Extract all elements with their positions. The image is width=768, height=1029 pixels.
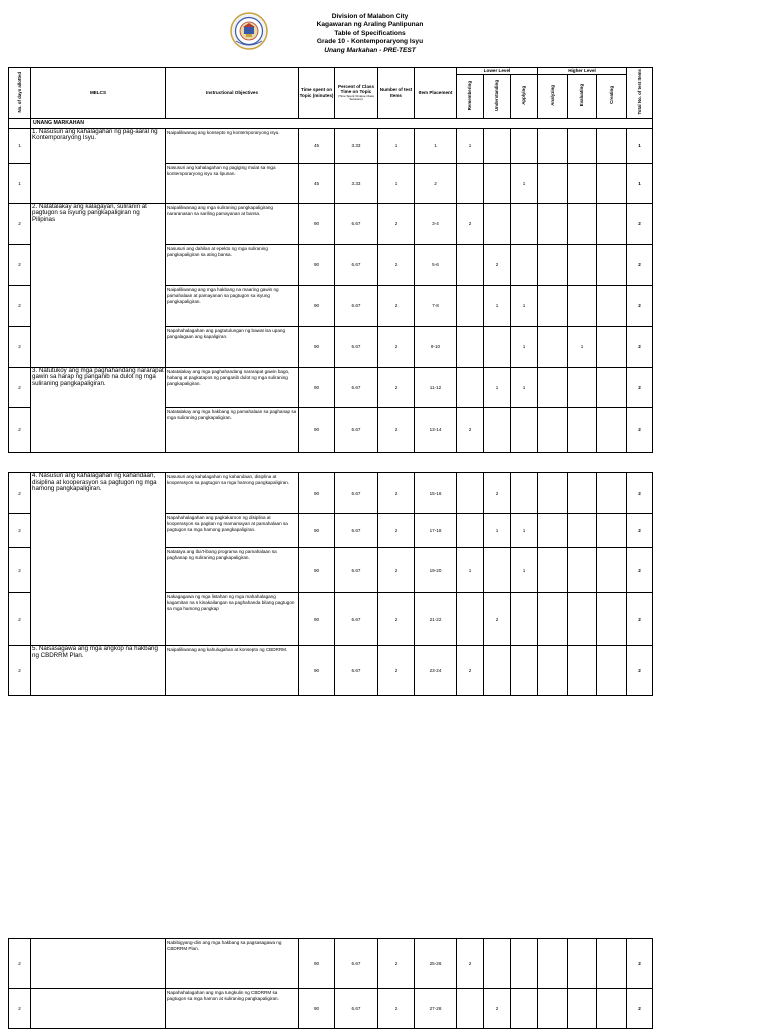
- percent-cell: 6.67: [335, 244, 378, 285]
- percent-cell: 6.67: [335, 203, 378, 244]
- remembering-cell: [457, 367, 484, 407]
- analyzing-cell: [538, 407, 568, 452]
- objective-cell: Nasusuri ang kahalagahan ng pagiging mulat sa mga kontemporaryong isyu sa lipunan.: [166, 163, 299, 203]
- analyzing-cell: [538, 128, 568, 163]
- time-cell: 90: [299, 646, 335, 696]
- placement-cell: 5-6: [415, 244, 457, 285]
- analyzing-cell: [538, 367, 568, 407]
- analyzing-cell: [538, 203, 568, 244]
- time-cell: 90: [299, 203, 335, 244]
- melc-cell: 1. Nasusuri ang kahalagahan ng pag-aaral ng Kontemporaryong Isyu.: [31, 128, 166, 203]
- total-cell: 2: [627, 244, 653, 285]
- placement-cell: 15-16: [415, 473, 457, 514]
- remembering-cell: 1: [457, 128, 484, 163]
- objective-cell: Natatalakay ang mga hakbang ng pamahalaan sa paghanap sa mga suliraning pangkapaligiran.: [166, 407, 299, 452]
- document-header: [230, 12, 630, 60]
- days-cell: 1: [9, 128, 31, 163]
- col-analyzing: Analyzing: [538, 74, 568, 118]
- remembering-cell: [457, 163, 484, 203]
- col-applying: Applying: [511, 74, 538, 118]
- applying-cell: 1: [511, 548, 538, 593]
- creating-cell: [597, 128, 627, 163]
- evaluating-cell: [568, 548, 597, 593]
- specification-table-3: [8, 938, 653, 1029]
- understanding-cell: [484, 548, 511, 593]
- evaluating-cell: [568, 473, 597, 514]
- melc-cell: 5. Naisasagawa ang mga angkop na hakbang ng CBDRRM Plan.: [31, 646, 166, 696]
- document-title: Table of Specifications: [334, 29, 406, 37]
- applying-cell: [511, 203, 538, 244]
- placement-cell: 17-18: [415, 514, 457, 548]
- evaluating-cell: 1: [568, 326, 597, 367]
- objective-cell: Naipaliliwanag ang konsepto ng kontemporaryong isyu.: [166, 128, 299, 163]
- time-cell: 90: [299, 593, 335, 646]
- creating-cell: [597, 593, 627, 646]
- objective-cell: Napahahalagahan ang pagkakaroon ng disiplina at kooperasyon sa pagitan ng mamamayan at pamahalaan sa pagtugon sa mga hamong pangkapaligiran.: [166, 514, 299, 548]
- percent-cell: 6.67: [335, 326, 378, 367]
- num-items-cell: 2: [378, 548, 415, 593]
- time-cell: 45: [299, 128, 335, 163]
- remembering-cell: [457, 244, 484, 285]
- analyzing-cell: [538, 473, 568, 514]
- days-cell: 2: [9, 548, 31, 593]
- total-cell: 2: [627, 939, 653, 989]
- total-cell: 2: [627, 367, 653, 407]
- understanding-cell: 2: [484, 593, 511, 646]
- objective-cell: Natataya ang iba't-ibang programa ng pamahalaan sa paghanap ng suliraning pangkapaligiran.: [166, 548, 299, 593]
- time-cell: 90: [299, 367, 335, 407]
- days-cell: 2: [9, 367, 31, 407]
- evaluating-cell: [568, 407, 597, 452]
- days-cell: 2: [9, 646, 31, 696]
- table-row: [9, 128, 653, 163]
- understanding-cell: 2: [484, 244, 511, 285]
- melc-cell: 2. Natatalakay ang kalagayan, suliranin at pagtugon sa isyung pangkapaligiran ng Pilipinas: [31, 203, 166, 367]
- lower-level-header: Lower Level: [457, 68, 538, 75]
- creating-cell: [597, 939, 627, 989]
- understanding-cell: [484, 646, 511, 696]
- col-num-items: Number of test Items: [378, 68, 415, 119]
- remembering-cell: [457, 989, 484, 1029]
- analyzing-cell: [538, 646, 568, 696]
- num-items-cell: 2: [378, 593, 415, 646]
- creating-cell: [597, 548, 627, 593]
- total-cell: 1: [627, 128, 653, 163]
- remembering-cell: 1: [457, 548, 484, 593]
- placement-cell: 2: [415, 163, 457, 203]
- understanding-cell: [484, 939, 511, 989]
- objective-cell: Nabibigyang-diin ang mga hakbang sa pagsasagawa ng CBDRRM Plan.: [166, 939, 299, 989]
- num-items-cell: 1: [378, 128, 415, 163]
- placement-cell: 23-24: [415, 646, 457, 696]
- evaluating-cell: [568, 989, 597, 1029]
- time-cell: 90: [299, 285, 335, 326]
- num-items-cell: 2: [378, 285, 415, 326]
- time-cell: 90: [299, 407, 335, 452]
- num-items-cell: 2: [378, 244, 415, 285]
- applying-cell: 1: [511, 285, 538, 326]
- objective-cell: Naipaliliwanag ang kahulugahan at konsepto ng CBDRRM.: [166, 646, 299, 696]
- days-cell: 1: [9, 163, 31, 203]
- analyzing-cell: [538, 548, 568, 593]
- applying-cell: [511, 128, 538, 163]
- placement-cell: 27-28: [415, 989, 457, 1029]
- evaluating-cell: [568, 244, 597, 285]
- total-cell: 2: [627, 514, 653, 548]
- days-cell: 2: [9, 989, 31, 1029]
- col-days: No. of days allotted: [9, 68, 31, 119]
- percent-cell: 6.67: [335, 473, 378, 514]
- num-items-cell: 2: [378, 646, 415, 696]
- table-row: [9, 646, 653, 696]
- days-cell: 2: [9, 593, 31, 646]
- placement-cell: 25-26: [415, 939, 457, 989]
- col-remembering: Remembering: [457, 74, 484, 118]
- days-cell: 2: [9, 244, 31, 285]
- col-total: Total No. of test Items: [627, 68, 653, 119]
- creating-cell: [597, 285, 627, 326]
- applying-cell: 1: [511, 514, 538, 548]
- objective-cell: Napahahalagahan ang pagtutulungan ng bawat isa upang pangalagaan ang kapaligiran.: [166, 326, 299, 367]
- creating-cell: [597, 407, 627, 452]
- objective-cell: Napahahalagahan ang mga tungkulin ng CBDRRM sa pagtugon sa mga hamon at suliraning pangkapaligiran.: [166, 989, 299, 1029]
- objective-cell: Naipaliliwanag ang mga suliraning pangkapaligirang nararanasan sa sariling pamayanan at bansa.: [166, 203, 299, 244]
- applying-cell: [511, 939, 538, 989]
- num-items-cell: 2: [378, 939, 415, 989]
- evaluating-cell: [568, 939, 597, 989]
- creating-cell: [597, 326, 627, 367]
- creating-cell: [597, 514, 627, 548]
- understanding-cell: [484, 407, 511, 452]
- understanding-cell: [484, 326, 511, 367]
- total-cell: 2: [627, 646, 653, 696]
- analyzing-cell: [538, 326, 568, 367]
- remembering-cell: [457, 326, 484, 367]
- num-items-cell: 2: [378, 514, 415, 548]
- time-cell: 90: [299, 548, 335, 593]
- analyzing-cell: [538, 244, 568, 285]
- placement-cell: 13-14: [415, 407, 457, 452]
- evaluating-cell: [568, 593, 597, 646]
- percent-cell: 6.67: [335, 939, 378, 989]
- placement-cell: 19-20: [415, 548, 457, 593]
- specification-table-1: [8, 67, 653, 453]
- remembering-cell: 2: [457, 407, 484, 452]
- applying-cell: [511, 593, 538, 646]
- table-row: [9, 939, 653, 989]
- higher-level-header: Higher Level: [538, 68, 627, 75]
- division-title: Division of Malabon City: [331, 13, 409, 20]
- evaluating-cell: [568, 367, 597, 407]
- total-cell: 2: [627, 407, 653, 452]
- total-cell: 2: [627, 203, 653, 244]
- days-cell: 2: [9, 407, 31, 452]
- remembering-cell: [457, 473, 484, 514]
- analyzing-cell: [538, 989, 568, 1029]
- num-items-cell: 2: [378, 473, 415, 514]
- num-items-cell: 1: [378, 163, 415, 203]
- evaluating-cell: [568, 285, 597, 326]
- objective-cell: Natatalakay ang mga paghahandang nararapat gawin bago, habang at pagkatapos ng panganib dulot ng mga suliraning pangkapaligiran.: [166, 367, 299, 407]
- days-cell: 2: [9, 285, 31, 326]
- creating-cell: [597, 989, 627, 1029]
- days-cell: 2: [9, 473, 31, 514]
- division-seal-icon: [230, 12, 268, 50]
- department-title: Kagawaran ng Araling Panlipunan: [316, 21, 424, 29]
- num-items-cell: 2: [378, 203, 415, 244]
- percent-cell: 3.33: [335, 163, 378, 203]
- col-understanding: Understanding: [484, 74, 511, 118]
- remembering-cell: [457, 593, 484, 646]
- total-cell: 2: [627, 473, 653, 514]
- days-cell: 2: [9, 203, 31, 244]
- table-row: [9, 367, 653, 407]
- table-row: [9, 989, 653, 1029]
- remembering-cell: 2: [457, 646, 484, 696]
- percent-cell: 6.67: [335, 407, 378, 452]
- understanding-cell: 1: [484, 514, 511, 548]
- melc-cell: 4. Nasusuri ang kahalagahan ng kahandaan, disiplina at kooperasyon sa pagtugon ng mga hamong pangkapaligiran.: [31, 473, 166, 646]
- time-cell: 90: [299, 244, 335, 285]
- quarter-test: Unang Markahan - PRE-TEST: [324, 46, 416, 54]
- remembering-cell: 2: [457, 203, 484, 244]
- understanding-cell: [484, 163, 511, 203]
- time-cell: 90: [299, 989, 335, 1029]
- time-cell: 90: [299, 514, 335, 548]
- applying-cell: [511, 989, 538, 1029]
- col-creating: Creating: [597, 74, 627, 118]
- applying-cell: 1: [511, 163, 538, 203]
- total-cell: 2: [627, 285, 653, 326]
- melc-cell: [31, 939, 166, 989]
- creating-cell: [597, 367, 627, 407]
- evaluating-cell: [568, 514, 597, 548]
- applying-cell: [511, 473, 538, 514]
- understanding-cell: [484, 203, 511, 244]
- num-items-cell: 2: [378, 407, 415, 452]
- analyzing-cell: [538, 939, 568, 989]
- placement-cell: 7-8: [415, 285, 457, 326]
- evaluating-cell: [568, 646, 597, 696]
- placement-cell: 21-22: [415, 593, 457, 646]
- objective-cell: Nasusuri ang kahalagahan ng kahandaan, disiplina at kooperasyon sa pagtugon sa mga hamong pangkapaligiran.: [166, 473, 299, 514]
- applying-cell: [511, 407, 538, 452]
- remembering-cell: [457, 514, 484, 548]
- section-title: UNANG MARKAHAN: [31, 118, 653, 128]
- percent-cell: 3.33: [335, 128, 378, 163]
- objective-cell: Nasusuri ang dahilan at epekto ng mga suliraning pangkapaligiran sa ating bansa.: [166, 244, 299, 285]
- understanding-cell: 1: [484, 367, 511, 407]
- table-row: [9, 203, 653, 244]
- applying-cell: 1: [511, 326, 538, 367]
- specification-table-2: [8, 472, 653, 696]
- header-text: [270, 13, 470, 55]
- num-items-cell: 2: [378, 326, 415, 367]
- applying-cell: [511, 646, 538, 696]
- analyzing-cell: [538, 163, 568, 203]
- total-cell: 2: [627, 326, 653, 367]
- num-items-cell: 2: [378, 367, 415, 407]
- understanding-cell: [484, 128, 511, 163]
- understanding-cell: 2: [484, 989, 511, 1029]
- percent-cell: 6.67: [335, 367, 378, 407]
- objective-cell: Nakagagawa ng mga listahan ng mga mahahalagang kagamitan na s kinakailangan sa paghahanda bilang pagtugon sa mga hamong pangkap: [166, 593, 299, 646]
- evaluating-cell: [568, 128, 597, 163]
- creating-cell: [597, 473, 627, 514]
- days-cell: 2: [9, 514, 31, 548]
- remembering-cell: 2: [457, 939, 484, 989]
- col-evaluating: Evaluating: [568, 74, 597, 118]
- placement-cell: 3-4: [415, 203, 457, 244]
- percent-cell: 6.67: [335, 593, 378, 646]
- creating-cell: [597, 646, 627, 696]
- time-cell: 45: [299, 163, 335, 203]
- section-days-cell: [9, 118, 31, 128]
- analyzing-cell: [538, 285, 568, 326]
- percent-cell: 6.67: [335, 548, 378, 593]
- grade-subject: Grade 10 - Kontemporaryong Isyu: [316, 38, 424, 46]
- total-cell: 2: [627, 989, 653, 1029]
- percent-cell: 6.67: [335, 514, 378, 548]
- col-objectives: Instructional Objectives: [166, 68, 299, 119]
- remembering-cell: [457, 285, 484, 326]
- melc-cell: [31, 989, 166, 1029]
- applying-cell: 1: [511, 367, 538, 407]
- evaluating-cell: [568, 203, 597, 244]
- percent-cell: 6.67: [335, 989, 378, 1029]
- col-melcs: MELCS: [31, 68, 166, 119]
- table-row: [9, 473, 653, 514]
- evaluating-cell: [568, 163, 597, 203]
- creating-cell: [597, 203, 627, 244]
- total-cell: 2: [627, 593, 653, 646]
- understanding-cell: 1: [484, 285, 511, 326]
- placement-cell: 9-10: [415, 326, 457, 367]
- total-cell: 1: [627, 163, 653, 203]
- time-cell: 90: [299, 939, 335, 989]
- days-cell: 2: [9, 326, 31, 367]
- percent-cell: 6.67: [335, 285, 378, 326]
- understanding-cell: 2: [484, 473, 511, 514]
- total-cell: 2: [627, 548, 653, 593]
- creating-cell: [597, 163, 627, 203]
- objective-cell: Naipaliliwanag ang mga hakbang na maaring gawin ng pamahalaan at pamayanan sa pagtugon sa isyung pangkapaligiran.: [166, 285, 299, 326]
- col-percent: Percent of Class Time on Topic (Time Spent /Unique Class Sessions): [335, 68, 378, 119]
- num-items-cell: 2: [378, 989, 415, 1029]
- placement-cell: 1: [415, 128, 457, 163]
- days-cell: 2: [9, 939, 31, 989]
- applying-cell: [511, 244, 538, 285]
- time-cell: 90: [299, 326, 335, 367]
- analyzing-cell: [538, 593, 568, 646]
- analyzing-cell: [538, 514, 568, 548]
- time-cell: 90: [299, 473, 335, 514]
- placement-cell: 11-12: [415, 367, 457, 407]
- col-time-spent: Time spent on Topic (minutes): [299, 68, 335, 119]
- percent-cell: 6.67: [335, 646, 378, 696]
- creating-cell: [597, 244, 627, 285]
- melc-cell: 3. Natutukoy ang mga paghahandang nararapat gawin sa harap ng panganib na dulot ng mga suliraning pangkapaligiran.: [31, 367, 166, 452]
- col-placement: Item Placement: [415, 68, 457, 119]
